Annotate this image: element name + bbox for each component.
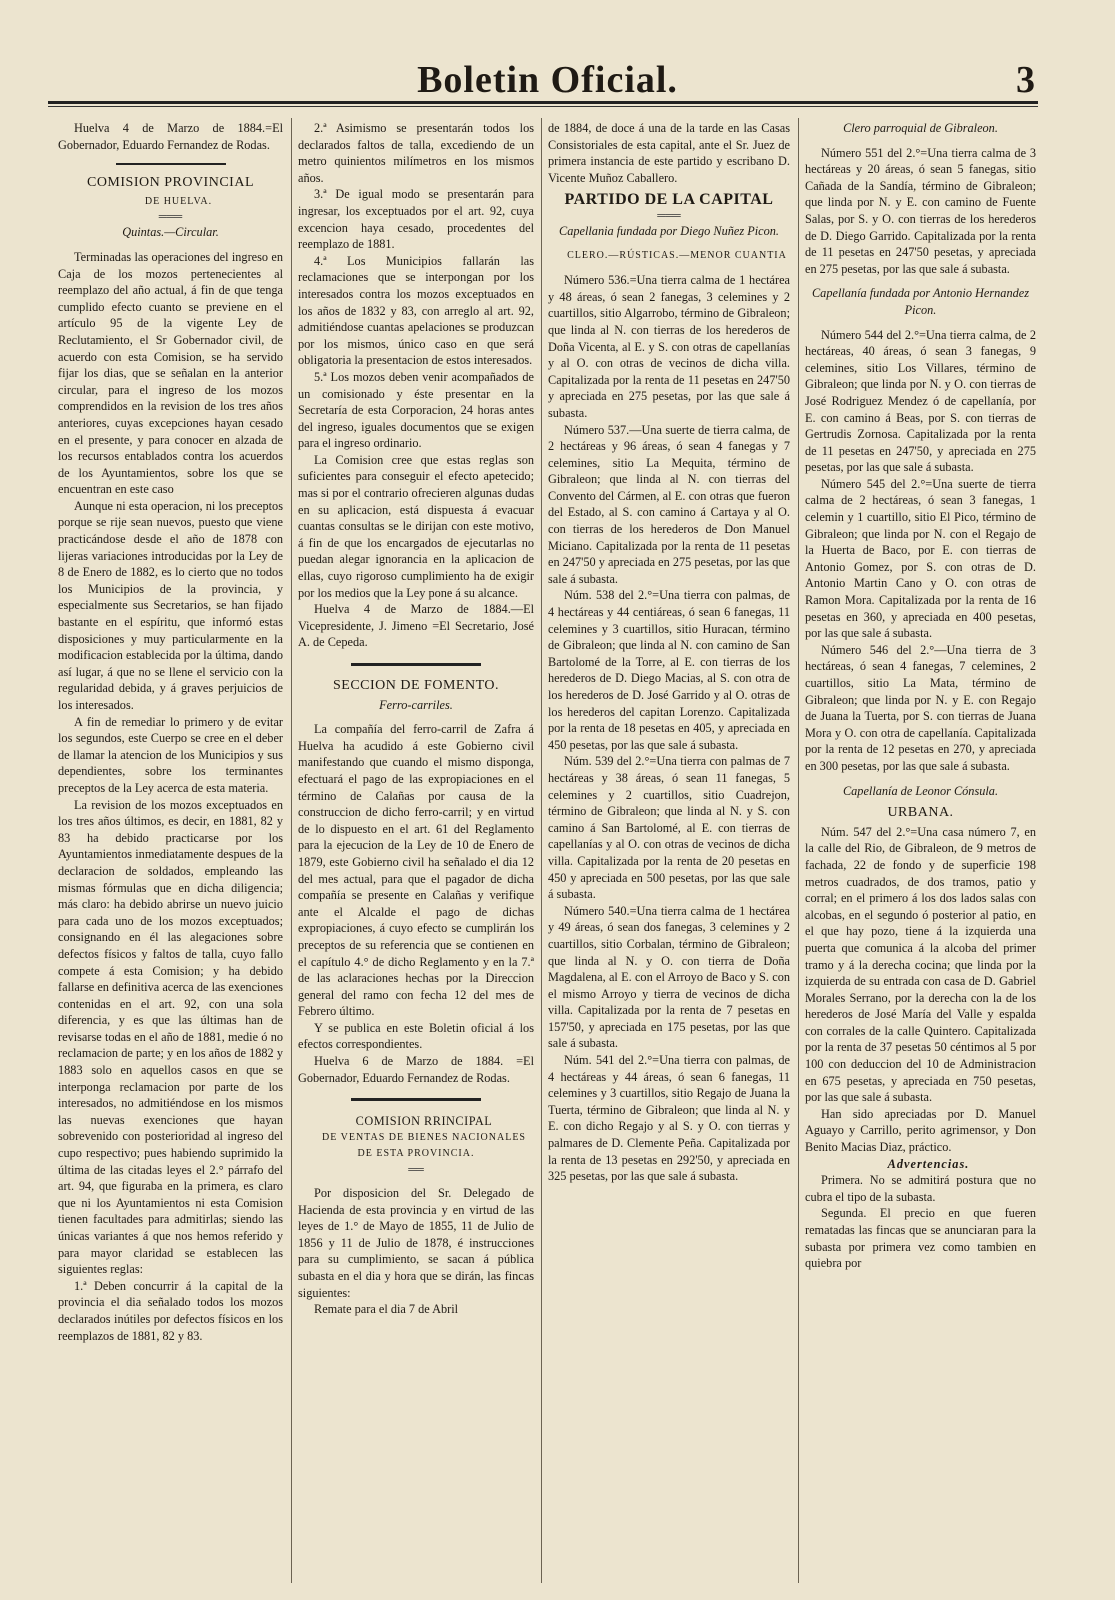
listing-paragraph: Núm. 538 del 2.°=Una tierra con palmas, de 4 hectáreas y 44 centiáreas, ó sean 6 fanegas, 11 celemines y 3 cuartillos, sitio Huracan, término de Gibraleon; que linda al N. con camino de San Bartolomé de la Torre, al E. con tierras de los herederos de D. Diego Macias, al S. con otra de los herederos de D. José Garrido y al O. otras de los herederos del capitan Lorenzo. Capitalizada por la renta de 18 pesetas en 405, y apreciada en 450 pesetas, por las que sale á subasta. [548, 588, 790, 752]
divider: ═══ [158, 211, 183, 224]
page-header [60, 58, 1035, 106]
column-separator [798, 118, 799, 1583]
paragraph: Y se publica en este Boletin oficial á los efectos correspondientes. [298, 1020, 534, 1052]
paragraph: A fin de remediar lo primero y de evitar los segundos, este Cuerpo se cree en el deber de llamar la atencion de los Municipios y sus dependientes, sobre los terminantes preceptos de la Ley acerca de esta materia. [58, 714, 283, 795]
divider: ═══ [657, 209, 681, 222]
section-subheading: DE VENTAS DE BIENES NACIONALES DE ESTA PROVINCIA. [321, 1131, 526, 1160]
paragraph: 1.ª Deben concurrir á la capital de la provincia el dia señalado todos los mozos declarados inútiles por defectos físicos en los reemplazos de 1881, 82 y 83. [58, 1278, 283, 1343]
paragraph: Han sido apreciadas por D. Manuel Aguayo y Carrillo, perito agrimensor, y Don Benito Macias Diaz, práctico. [805, 1106, 1036, 1155]
listing-paragraph: Núm. 541 del 2.°=Una tierra con palmas, de 4 hectáreas y 44 áreas, ó sean 6 fanegas, 11 celemines y 3 cuartillos, sitio Regajo de Juana la Tuerta, término de Gibraleon; que linda al N. y E. con dicho Regajo y al S. y O. con tierras y palmares de D. Clemente Peña. Capitalizada por la renta de 13 pesetas en 292'50, y apreciada en 325 pesetas, por las que sale á subasta. [548, 1053, 790, 1184]
listing-paragraph: Número 536.=Una tierra calma de 1 hectárea y 48 áreas, ó sean 2 fanegas, 3 celemines y 2 cuartillos, sitio Algarrobo, término de Gibraleon; que linda al N. con tierras de los herederos de Doña Vicenta, al E. y S. con otras de capellanías y al O. con otras de vecinos de dicha villa. Capitalizada por la renta de 11 pesetas en 247'50 y apreciada en 275 pesetas, por las que sale á subasta. [548, 273, 790, 420]
listing-paragraph: Número 537.—Una suerte de tierra calma, de 2 hectáreas y 96 áreas, ó sean 4 fanegas y 7 celemines, sitio La Mequita, término de Gibraleon; que linda al N. con tierras del Convento del Cármen, al E. con otras que fueron del Estado, al S. con camino á Cartaya y al O. con tierras de los herederos de Don Manuel Miciano. Capitalizada por la renta de 11 pesetas en 247'50 y apreciada en 275 pesetas, por las que sale á subasta. [548, 422, 790, 586]
section-topic: Capellanía fundada por Antonio Hernandez Picon. [811, 286, 1029, 317]
paragraph: Primera. No se admitirá postura que no cubra el tipo de la subasta. [805, 1173, 1036, 1204]
section-subheading: DE HUELVA. [144, 195, 213, 207]
paragraph: Terminadas las operaciones del ingreso en Caja de los mozos pertenecientes al reemplazo del año actual, á fin de que tenga cumplido efecto cuanto se previene en el artículo 95 de la vigente Ley de Reclutamiento, el Sr Gobernador civil, de acuerdo con esta Comision, se ha servido fijar los dias, que se señalan en la anterior circular, para el ingreso de los mozos comprendidos en la revision de los tres años anteriores, cuyas excepciones hayan cesado en el presente, y para conocer en alzada de los recursos entablados contra los acuerdos de los Ayuntamientos, sobre los que se encuentran en este caso [58, 249, 283, 497]
listing-paragraph: Número 551 del 2.°=Una tierra calma de 3 hectáreas y 20 áreas, ó sean 5 fanegas, sitio Cañada de la Sandía, término de Gibraleon; que linda por N. y E. con camino de Fuente Salas, por S. y O. con tierras de los herederos de D. Diego Garrido. Capitalizada por la renta de 11 pesetas en 247'50 pesetas, y apreciada en 275 pesetas, por las que sale á subasta. [805, 145, 1036, 276]
paragraph: La Comision cree que estas reglas son suficientes para conseguir el efecto apetecido; mas si por el contrario ofrecieren algunas dudas en su aplicacion, está dispuesta á evacuar cuantas consultas se le dirijan con este motivo, á fin de que los encargados de ejecutarlas no puedan alegar ignorancia en la aplicacion de ellas, cuyo rigoroso cumplimiento ha de exigir por los medios que la Ley pone á su alcance. [298, 452, 534, 600]
section-topic: Capellania fundada por Diego Nuñez Picon. [559, 223, 779, 238]
column-2 [298, 120, 534, 1590]
header-rule [48, 101, 1038, 104]
page-number: 3 [1016, 59, 1035, 101]
listing-paragraph: Número 544 del 2.°=Una tierra calma, de 2 hectáreas, 40 áreas, ó sean 3 fanegas, 9 celemines, sitio Los Villares, término de Gibraleon; que linda por N. y O. con tierras de José Rodriguez Mendez ó de capellanía, por E. con camino á Beas, por S. con tierras de Gertrudis Zornosa. Capitalizada por la renta de 11 pesetas en 247'50, y apreciada en 275 pesetas, por las que sale á subasta. [805, 327, 1036, 475]
paragraph: 2.ª Asimismo se presentarán todos los declarados faltos de talla, excediendo de un metro quinientos milímetros en los mismos años. [298, 121, 534, 185]
column-separator [541, 118, 542, 1583]
newspaper-title: Boletin Oficial. [417, 59, 678, 101]
column-4 [805, 120, 1036, 1590]
section-heading: COMISION PROVINCIAL [86, 175, 254, 191]
paragraph: 3.ª De igual modo se presentarán para ingresar, los exceptuados por el art. 92, cuya excencion haya cesado, procedentes del reemplazo de 1881. [298, 187, 534, 252]
paragraph: de 1884, de doce á una de la tarde en las Casas Consistoriales de esta capital, ante el Sr. Juez de primera instancia de este partido y escribano D. Vicente Muñoz Caballero. [548, 121, 790, 185]
section-heading: COMISION RRINCIPAL [355, 1114, 493, 1129]
listing-paragraph: Núm. 547 del 2.°=Una casa número 7, en la calle del Rio, de Gibraleon, de 9 metros de fachada, 22 de fondo y de superficie 198 metros cuadrados, de dos tramos, patio y corral; en el primero á los dos lados salas con alcobas, en el segundo ó posterior al patio, en el que hay pozo, tiene á la izquierda una puerta que comunica á la alcoba del primer tramo y á la derecha cocina; que linda por la izquierda de su entrada con casa de D. Gabriel Morales Serrano, por la derecha con la de los herederos de José María del Valle y espalda con corrales de la calle Quintero. Capitalizada por la renta de 37 pesetas 50 céntimos al 5 por 100 con deduccion del 10 de Administracion en 675 pesetas, y apreciada en 750 pesetas, por las que sale á subasta. [805, 824, 1036, 1105]
column-separator [291, 118, 292, 1583]
section-topic: Clero parroquial de Gibraleon. [843, 121, 998, 135]
section-heading: SECCION DE FOMENTO. [333, 678, 499, 693]
listing-paragraph: Núm. 539 del 2.°=Una tierra con palmas de 7 hectáreas y 38 áreas, ó sean 11 fanegas, 5 celemines y 2 cuartillos, sitio Cuadrejon, término de Gibraleon; que linda al N. y S. con camino á San Bartolomé, al E. con tierras de capellanías y al O. con otras de vecinos de dicha villa. Capitalizada por la renta de 20 pesetas en 450 y apreciada en 500 pesetas, por las que sale á subasta. [548, 754, 790, 902]
column-3 [548, 120, 790, 1590]
paragraph: La compañía del ferro-carril de Zafra á Huelva ha acudido á este Gobierno civil manifestando que cuando el mismo disponga, efectuará el pago de las expropiaciones en el término de Calañas por causa de la construccion de dicho ferro-carril; y en virtud de lo dispuesto en el art. 61 del Reglamento para la ejecucion de la Ley de 10 de Enero de 1879, este Gobierno civil ha señalado el dia 12 del mes actual, para que el pagador de dicha compañía se presente en Calañas y verifique ante el Alcalde el pago de dichas expropiaciones, á cuyo efecto se cumplirán los preceptos de su referencia que se contienen en el capítulo 4.° de dicho Reglamento y en la 7.ª de las aclaraciones hechas por la Direccion general del ramo con fecha 12 del mes de Febrero último. [298, 722, 534, 1019]
section-heading: PARTIDO DE LA CAPITAL [564, 191, 774, 209]
section-heading: URBANA. [887, 805, 954, 821]
listing-paragraph: Número 545 del 2.°=Una suerte de tierra calma de 2 hectáreas, ó sean 3 fanegas, 1 celemin y 1 cuartillo, sitio El Pico, término de Gibraleon; que linda por N. con el Regajo de la Huerta de Baco, por E. con tierras de Antonio Gomez, por S. con otras de D. Antonio Martin Cano y O. con otras de Ramon Mora. Capitalizada por la renta de 16 pesetas en 360, y apreciada en 400 pesetas, por las que sale á subasta. [805, 476, 1036, 641]
header-rule-thin [48, 106, 1038, 107]
paragraph: 5.ª Los mozos deben venir acompañados de un comisionado y éste presentar en la Secretaría de esta Corporacion, 24 horas antes del ingreso, iguales documentos que se exigen para el ingreso ordinario. [298, 369, 534, 451]
divider: ══ [408, 1164, 424, 1177]
ornament-rule [116, 163, 226, 165]
section-topic: Quintas.—Circular. [122, 225, 219, 240]
paragraph: Aunque ni esta operacion, ni los preceptos porque se rije sean nuevos, puesto que viene practicándose desde el año de 1878 con lijeras variaciones introducidas por la Ley de 8 de Enero de 1882, es lo cierto que no todos los Municipios de la provincia, y especialmente sus Secretarios, se han fijado bastante en el espíritu, que informó estas disposiciones y muy particularmente en la modificacion establecida por la última, dando así lugar, á que no se llene el servicio con la regularidad debida, y á graves perjuicios de los interesados. [58, 498, 283, 712]
listing-paragraph: Número 540.=Una tierra calma de 1 hectárea y 49 áreas, ó sean dos fanegas, 3 celemines y 2 cuartillos, sitio Corbalan, término de Gibraleon; que linda al N. y O. con tierra de Doña Magdalena, al E. con el Arroyo de Baco y S. con el mismo Arroyo y tierra de vecinos de dicha villa. Capitalizada por la renta de 7 pesetas en 157'50, y apreciada en 175 pesetas, por las que sale á subasta. [548, 903, 790, 1051]
signature-paragraph: Huelva 4 de Marzo de 1884.—El Vicepresidente, J. Jimeno =El Secretario, José A. de Cepeda. [298, 602, 534, 650]
signature-paragraph: Huelva 4 de Marzo de 1884.=El Gobernador, Eduardo Fernandez de Rodas. [58, 121, 283, 152]
signature-paragraph: Huelva 6 de Marzo de 1884. =El Gobernador, Eduardo Fernandez de Rodas. [298, 1054, 534, 1085]
paragraph: Remate para el dia 7 de Abril [314, 1302, 459, 1317]
section-topic: Capellanía de Leonor Cónsula. [842, 783, 999, 798]
paragraph: Segunda. El precio en que fueren rematadas las fincas que se anunciaran para la subasta por primera vez como tambien en quiebra por [805, 1206, 1036, 1271]
section-heading: Advertencias. [887, 1156, 970, 1171]
column-1 [58, 120, 283, 1590]
category-label: CLERO.—RÚSTICAS.—MENOR CUANTIA [567, 249, 787, 261]
paragraph: La revision de los mozos exceptuados en los tres años últimos, es decir, en 1881, 82 y 83 ha debido practicarse por los Ayuntamientos inmediatamente despues de la declaracion de soldados, empleando las mismas fórmulas que en dicha diligencia; más claro: ha debido abrirse un nuevo juicio para cada uno de los mozos exceptuados; consignando en él las alegaciones sobre defectos físicos y faltos de talla, cuyo fallo compete á esta Comision; y ha debido fallarse en definitiva acerca de las exenciones contenidas en el art. 92, con una sola diferencia, y es que las últimas han de revisarse todas en el año de 1881, medie ó no reclamacion de parte; y en los años de 1882 y 1883 solo en aquellos casos en que se interponga reclamacion por parte de los interesados, no admitiéndose en los mismos las nuevas exenciones que hayan sobrevenido con posterioridad al ingreso del cupo respectivo; pues habiendo suprimido la última de las citadas leyes el 2.° párrafo del art. 94, que figuraba en la primera, es claro que ni los Ayuntamientos ni esta Comision tienen facultades para admitirlas; siendo las únicas variantes á que nos hemos referido y para mayor claridad se establecen las siguientes reglas: [58, 797, 283, 1277]
paragraph: Por disposicion del Sr. Delegado de Hacienda de esta provincia y en virtud de las leyes de 1.° de Mayo de 1855, 11 de Julio de 1856 y 11 de Julio de 1878, é instrucciones para su cumplimiento, se sacan á pública subasta en el dia y hora que se dirán, las fincas siguientes: [298, 1186, 534, 1300]
paragraph: 4.ª Los Municipios fallarán las reclamaciones que se interpongan por los interesados contra los mozos exceptuados en los años de 1832 y 83, con arreglo al art. 92, admitiéndose cuantas apelaciones se produzcan por los mismos, único caso en que será obligatoria la presentacion de estos interesados. [298, 253, 534, 368]
section-topic: Ferro-carriles. [379, 697, 453, 712]
listing-paragraph: Número 546 del 2.°—Una tierra de 3 hectáreas, ó sean 4 fanegas, 7 celemines, 2 cuartillos, sitio La Mata, término de Gibraleon; que linda por N. y E. con Regajo de Juana la Tuerta, por S. con tierras de Juana Mora y O. con otra de capellanía. Capitalizada por la renta de 12 pesetas en 270, y apreciada en 300 pesetas, por las que sale á subasta. [805, 642, 1036, 773]
ornament-rule [351, 663, 481, 666]
ornament-rule [351, 1098, 481, 1101]
